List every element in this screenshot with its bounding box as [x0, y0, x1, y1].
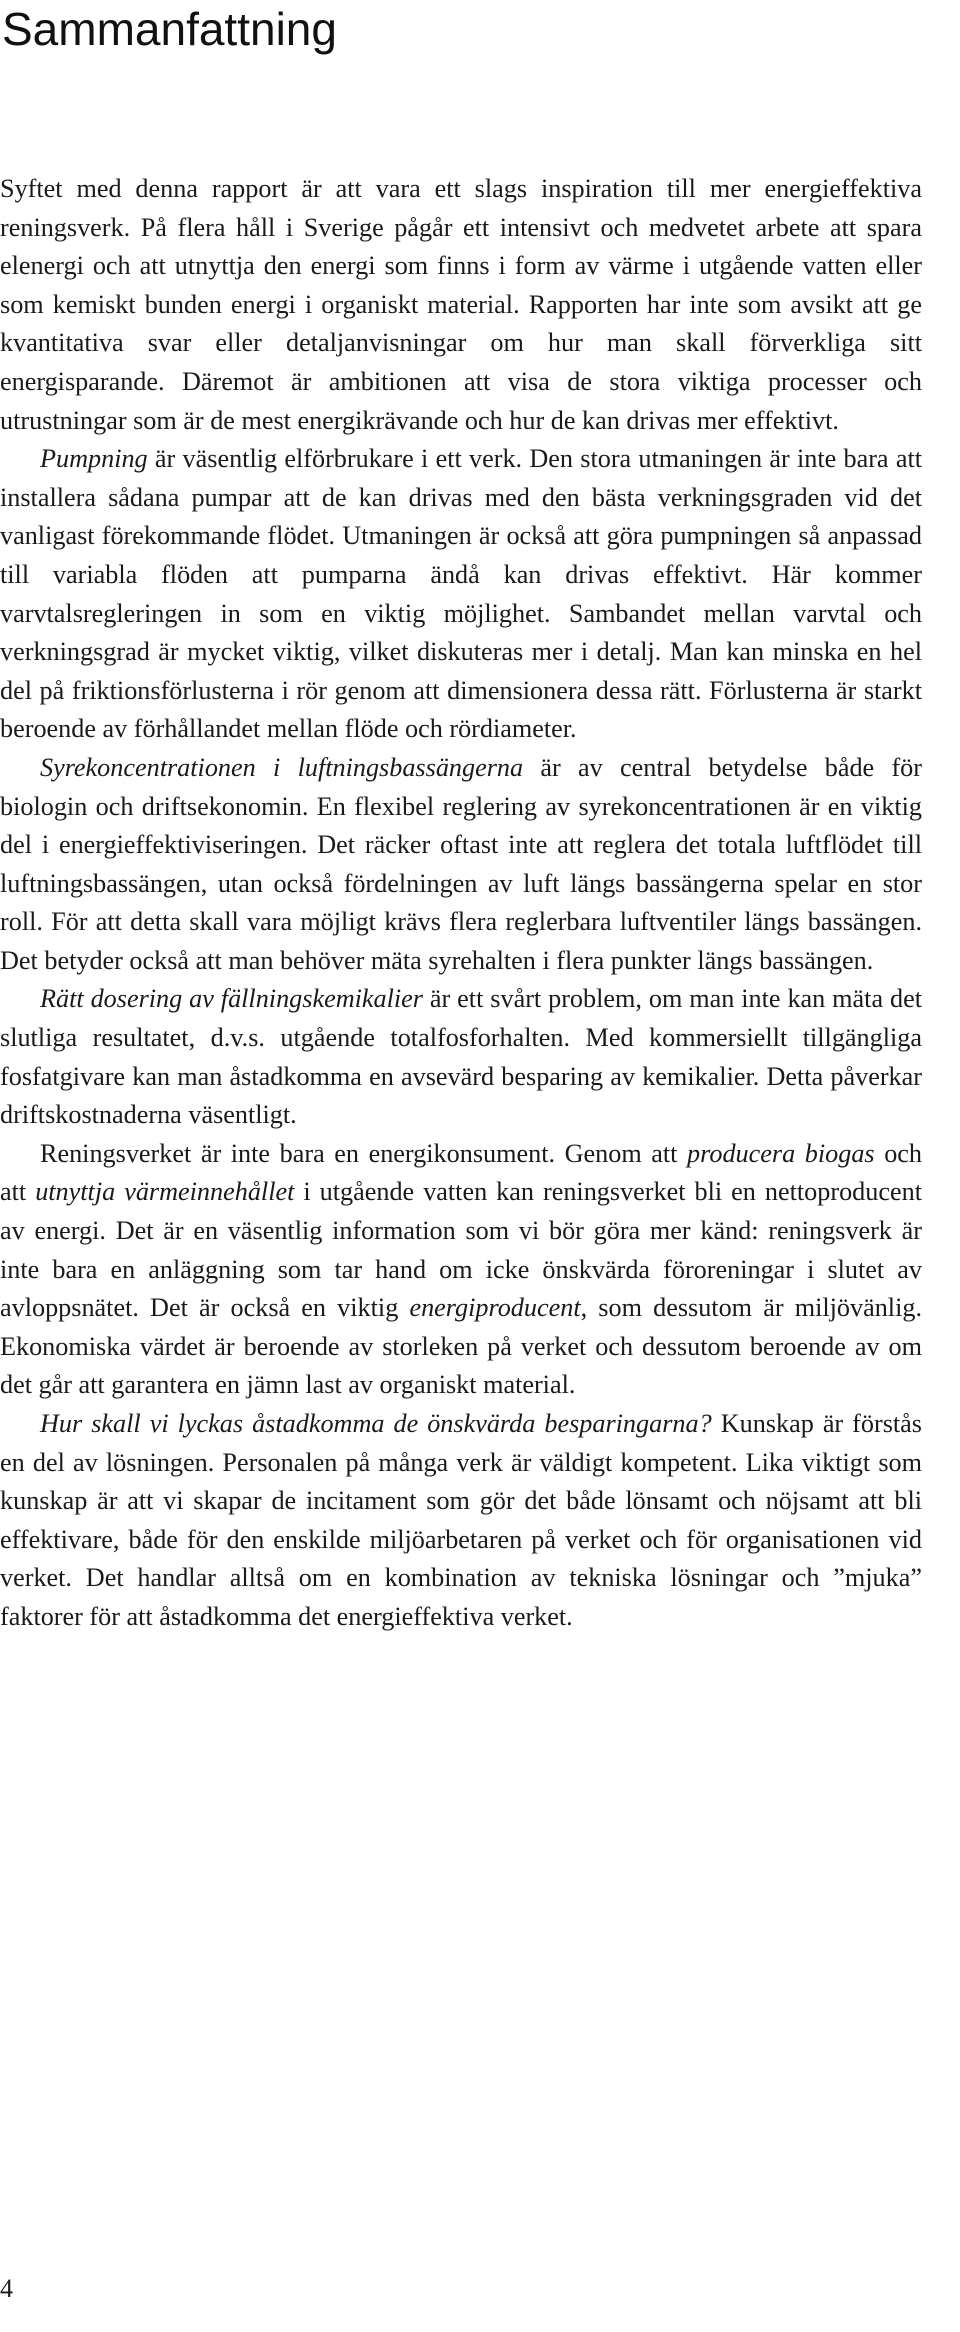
paragraph-text: Kunskap är förstås en del av lösningen. Personalen på många verk är väldigt kompetent. Lika viktigt som kunskap är att vi skapar de incitament som gör det både lönsamt och nöjsamt att bli effektivare, både för den enskilde miljöarbetaren på verket och för organisationen vid verket. Det handlar alltså om en kombination av tekniska lösningar och ”mjuka” faktorer för att åstadkomma det energieffektiva verket.	[0, 1409, 922, 1631]
paragraph-text: är av central betydelse både för biologin och driftsekonomin. En flexibel reglering av syrekoncentrationen är en viktig del i energieffektiviseringen. Det räcker oftast inte att reglera det totala luftflödet till luftningsbassängen, utan också fördelningen av luft längs bassängerna spelar en stor roll. För att detta skall vara möjligt krävs flera reglerbara luftventiler längs bassängen. Det betyder också att man behöver mäta syrehalten i flera punkter längs bassängen.	[0, 752, 922, 975]
paragraph-intro	[0, 170, 922, 440]
italic-lead: Pumpning	[40, 444, 148, 474]
paragraph-pumping	[0, 440, 922, 749]
paragraph-text: är ett svårt problem, om man inte kan mäta det slutliga resultatet, d.v.s. utgående totalfosforhalten. Med kommersiellt tillgängliga fosfatgivare kan man åstadkomma en avsevärd besparing av kemikalier. Detta påverkar driftskostnaderna väsentligt.	[0, 984, 922, 1130]
page-title: Sammanfattning	[2, 3, 337, 55]
paragraph-text: Syftet med denna rapport är att vara ett slags inspiration till mer energieffektiva reningsverk. På flera håll i Sverige pågår ett intensivt och medvetet arbete att spara elenergi och att utnyttja den energi som finns i form av värme i utgående vatten eller som kemiskt bunden energi i organiskt material. Rapporten har inte som avsikt att ge kvantitativa svar eller detaljanvisningar om hur man skall förverkliga sitt energisparande. Däremot är ambitionen att visa de stora viktiga processer och utrustningar som är de mest energikrävande och hur de kan drivas mer effektivt.	[0, 174, 922, 435]
italic-lead: Syrekoncentrationen i luftningsbassängerna	[40, 752, 524, 782]
summary-body	[0, 170, 922, 1637]
paragraph-savings	[0, 1405, 922, 1637]
paragraph-oxygen	[0, 749, 922, 981]
paragraph-chemicals	[0, 980, 922, 1134]
italic-phrase: energiproducent	[409, 1293, 581, 1323]
paragraph-text: , som dessutom är miljövänlig. Ekonomiska värdet är beroende av storleken på verket och dessutom beroende av om det går att garantera en jämn last av organiskt material.	[0, 1293, 922, 1400]
paragraph-text: och att	[0, 1138, 923, 1207]
italic-lead: Rätt dosering av fällningskemikalier	[40, 984, 423, 1014]
paragraph-energy-producer	[0, 1135, 922, 1405]
italic-phrase: utnyttja värmeinnehållet	[35, 1177, 295, 1207]
italic-lead: Hur skall vi lyckas åstadkomma de önskvärda besparingarna?	[40, 1409, 712, 1438]
page-number: 4	[0, 2274, 13, 2303]
paragraph-lead: Reningsverket är inte bara en energikonsument. Genom att	[40, 1138, 688, 1168]
italic-phrase: producera biogas	[687, 1138, 875, 1168]
paragraph-text: är väsentlig elförbrukare i ett verk. Den stora utmaningen är inte bara att installera sådana pumpar att de kan drivas med den bästa verkningsgraden vid det vanligast förekommande flödet. Utmaningen är också att göra pumpningen så anpassad till variabla flöden att pumparna ändå kan drivas effektivt. Här kommer varvtalsregleringen in som en viktig möjlighet. Sambandet mellan varvtal och verkningsgrad är mycket viktig, vilket diskuteras mer i detalj. Man kan minska en hel del på friktionsförlusterna i rör genom att dimensionera dessa rätt. Förlusterna är starkt beroende av förhållandet mellan flöde och rördiameter.	[0, 444, 922, 744]
paragraph-text: i utgående vatten kan reningsverket bli en nettoproducent av energi. Det är en väsentlig information som vi bör göra mer känd: reningsverk är inte bara en anläggning som tar hand om icke önskvärda föroreningar i slutet av avloppsnätet. Det är också en viktig	[0, 1177, 922, 1323]
